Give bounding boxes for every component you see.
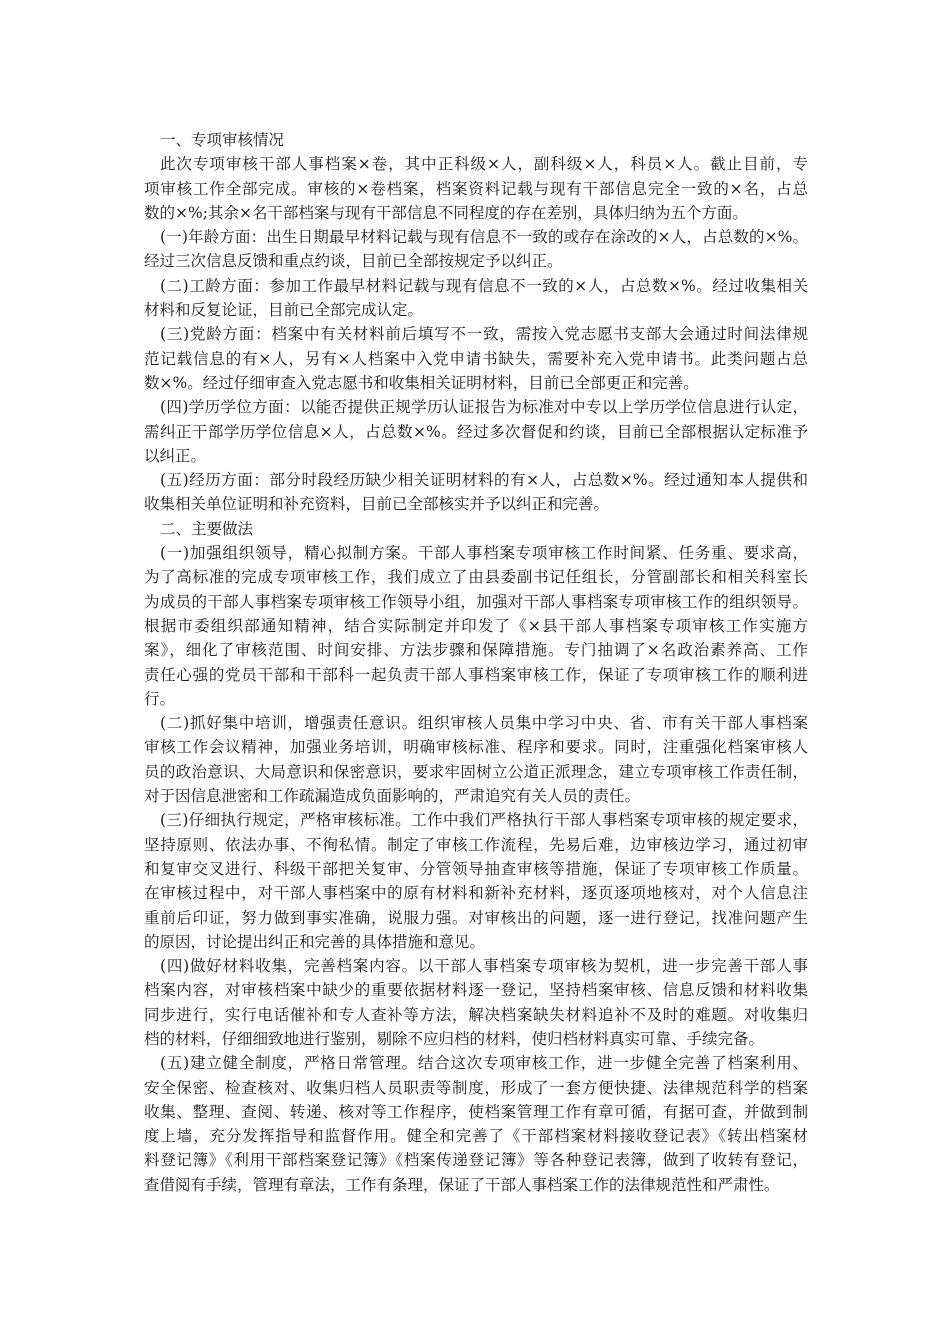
- text-line: 坚持原则、依法办事、不徇私情。制定了审核工作流程，先易后难，边审核边学习，通过初审: [144, 835, 808, 854]
- text-line: 数×%。经过仔细审查入党志愿书和收集相关证明材料，目前已全部更正和完善。: [144, 373, 699, 392]
- text-line: 项审核工作全部完成。审核的×卷档案，档案资料记载与现有干部信息完全一致的×名，占总: [144, 179, 808, 198]
- text-line: 经过三次信息反馈和重点约谈，目前已全部按规定予以纠正。: [144, 252, 563, 271]
- text-line: 料登记簿》《利用干部档案登记簿》《档案传递登记簿》等各种登记表簿，做到了收转有登记，: [144, 1151, 808, 1170]
- text-line: 和复审交叉进行、科级干部把关复审、分管领导抽查审核等措施，保证了专项审核工作质量。: [144, 859, 808, 878]
- text-line: 员的政治意识、大局意识和保密意识，要求牢固树立公道正派理念，建立专项审核工作责任制，: [144, 762, 808, 781]
- text-line: 审核工作会议精神，加强业务培训，明确审核标准、程序和要求。同时，注重强化档案审核人: [144, 738, 808, 757]
- text-line: (四)学历学位方面：以能否提供正规学历认证报告为标准对中专以上学历学位信息进行认定，: [160, 398, 808, 417]
- text-line: 重前后印证，努力做到事实准确，说服力强。对审核出的问题，逐一进行登记，找准问题产生: [144, 908, 808, 927]
- text-line: 档的材料，仔细细致地进行鉴别，剔除不应归档的材料，使归档材料真实可靠、手续完备。: [144, 1029, 765, 1048]
- text-line: 一、专项审核情况: [160, 131, 285, 149]
- text-line: (五)建立健全制度，严格日常管理。结合这次专项审核工作，进一步健全完善了档案利用、: [160, 1054, 808, 1073]
- text-line: 安全保密、检查核对、收集归档人员职责等制度，形成了一套方便快捷、法律规范科学的档案: [144, 1078, 808, 1097]
- text-line: 二、主要做法: [160, 519, 254, 538]
- text-line: (四)做好材料收集，完善档案内容。以干部人事档案专项审核为契机，进一步完善干部人事: [160, 957, 808, 976]
- text-line: 案》，细化了审核范围、时间安排、方法步骤和保障措施。专门抽调了×名政治素养高、工作: [144, 641, 808, 660]
- text-line: 材料和反复论证，目前已全部完成认定。: [144, 301, 424, 320]
- text-line: 为成员的干部人事档案专项审核工作领导小组，加强对干部人事档案专项审核工作的组织领导。: [144, 592, 808, 611]
- text-line: 责任心强的党员干部和干部科一起负责干部人事档案审核工作，保证了专项审核工作的顺利进: [144, 665, 808, 684]
- text-line: 收集、整理、查阅、转递、核对等工作程序，使档案管理工作有章可循，有据可查，并做到制: [144, 1102, 808, 1121]
- text-line: 范记载信息的有×人，另有×人档案中入党申请书缺失，需要补充入党申请书。此类问题占总: [144, 349, 808, 368]
- text-line: (三)党龄方面：档案中有关材料前后填写不一致，需按入党志愿书支部大会通过时间法律规: [160, 325, 808, 344]
- text-line: 的原因，讨论提出纠正和完善的具体措施和意见。: [144, 932, 486, 951]
- text-line: (二)抓好集中培训，增强责任意识。组织审核人员集中学习中央、省、市有关干部人事档案: [160, 714, 808, 733]
- text-line: 需纠正干部学历学位信息×人，占总数×%。经过多次督促和约谈，目前已全部根据认定标准予: [144, 422, 808, 441]
- text-line: 档案内容，对审核档案中缺少的重要依据材料逐一登记，坚持档案审核、信息反馈和材料收集: [144, 981, 808, 1000]
- text-line: (一)加强组织领导，精心拟制方案。干部人事档案专项审核工作时间紧、任务重、要求高，: [160, 544, 808, 563]
- text-line: 收集相关单位证明和补充资料，目前已全部核实并予以纠正和完善。: [144, 495, 610, 514]
- document-page: [144, 128, 808, 1197]
- text-line: 对于因信息泄密和工作疏漏造成负面影响的，严肃追究有关人员的责任。: [144, 787, 641, 806]
- text-line: 行。: [144, 689, 176, 708]
- text-line: 根据市委组织部通知精神，结合实际制定并印发了《×县干部人事档案专项审核工作实施方: [144, 616, 808, 635]
- text-line: 查借阅有手续，管理有章法，工作有条理，保证了干部人事档案工作的法律规范性和严肃性。: [144, 1175, 780, 1194]
- text-line: 同步进行，实行电话催补和专人查补等方法，解决档案缺失材料追补不及时的难题。对收集归: [144, 1005, 808, 1024]
- text-line: (一)年龄方面：出生日期最早材料记载与现有信息不一致的或存在涂改的×人，占总数的×%。: [160, 228, 808, 247]
- text-line: 在审核过程中，对干部人事档案中的原有材料和新补充材料，逐页逐项地核对，对个人信息注: [144, 884, 808, 903]
- text-line: 为了高标准的完成专项审核工作，我们成立了由县委副书记任组长，分管副部长和相关科室长: [144, 568, 808, 587]
- text-line: 以纠正。: [144, 446, 207, 465]
- text-line: (三)仔细执行规定，严格审核标准。工作中我们严格执行干部人事档案专项审核的规定要求，: [160, 811, 808, 830]
- text-line: 此次专项审核干部人事档案×卷，其中正科级×人，副科级×人，科员×人。截止目前，专: [160, 155, 808, 174]
- text-line: (二)工龄方面：参加工作最早材料记载与现有信息不一致的×人，占总数×%。经过收集相关: [160, 276, 808, 295]
- text-line: (五)经历方面：部分时段经历缺少相关证明材料的有×人，占总数×%。经过通知本人提供和: [160, 471, 808, 490]
- text-line: 度上墙，充分发挥指导和监督作用。健全和完善了《干部档案材料接收登记表》《转出档案材: [144, 1127, 808, 1146]
- text-line: 数的×%;其余×名干部档案与现有干部信息不同程度的存在差别，具体归纳为五个方面。: [144, 203, 748, 222]
